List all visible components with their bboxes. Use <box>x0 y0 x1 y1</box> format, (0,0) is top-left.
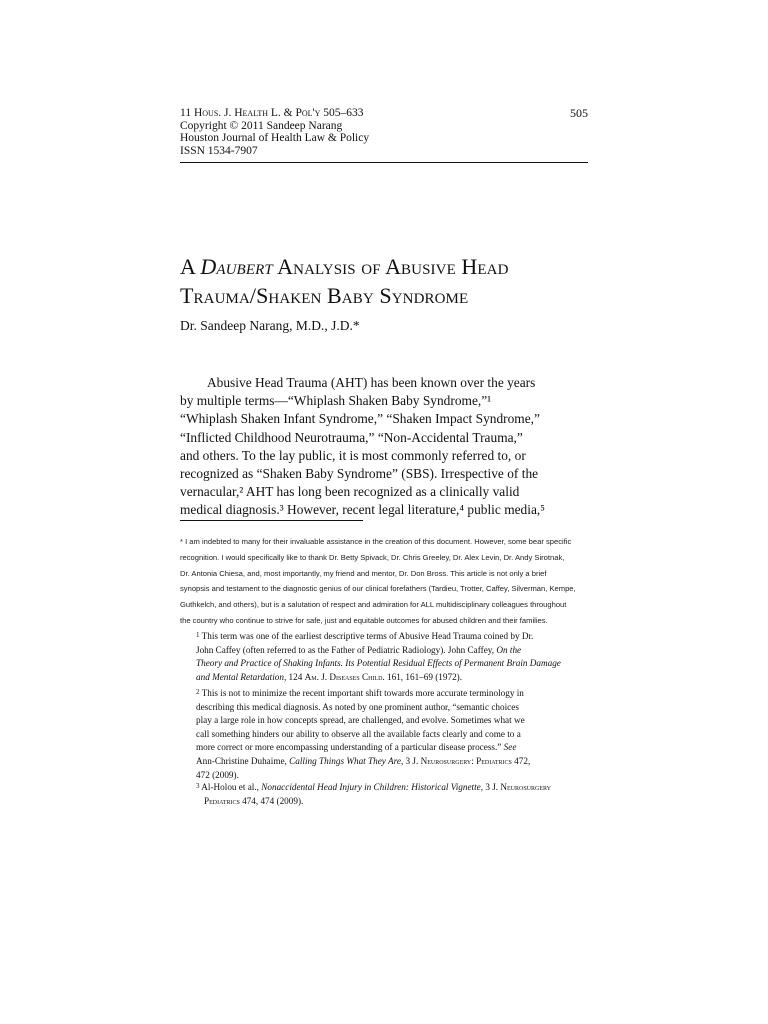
footnote-2-line <box>196 741 588 755</box>
title-line-2: Trauma/Shaken Baby Syndrome <box>180 283 469 308</box>
title-rest: Analysis of Abusive Head <box>272 254 509 279</box>
journal-abbreviation: Hous. J. Health L. & Pol'y <box>193 107 321 119</box>
issn-line: ISSN 1534-7907 <box>180 144 258 157</box>
footnote-1-text: This term was one of the earliest descriptive terms of Abusive Head Trauma coined by Dr. <box>199 631 534 641</box>
footnote-1-line <box>196 671 588 685</box>
body-line: Abusive Head Trauma (AHT) has been known over the years <box>207 375 536 390</box>
footnote-1 <box>196 629 588 684</box>
footnote-2-text: 472, <box>511 755 531 766</box>
body-line: and others. To the lay public, it is most commonly referred to, or <box>180 447 526 463</box>
footnote-2-italic: See <box>503 742 517 753</box>
footnote-acknowledgment-line: recognition. I would specifically like to thank Dr. Betty Spivack, Dr. Chris Greeley, Dr. Alex Levin, Dr. Andy Sirotnak, <box>180 552 565 562</box>
body-line: medical diagnosis.³ However, recent legal literature,⁴ public media,⁵ <box>180 502 545 518</box>
footnote-2-italic: Calling Things What They Are <box>289 755 401 766</box>
body-line: by multiple terms—“Whiplash Shaken Baby Syndrome,”¹ <box>180 393 492 409</box>
footnote-2-line <box>196 686 588 701</box>
footnote-1-line <box>196 629 588 644</box>
footnote-3-line <box>196 780 588 795</box>
body-paragraph <box>180 374 588 520</box>
footnote-3-journal: Pediatrics <box>204 795 240 806</box>
footnote-1-line <box>196 644 588 658</box>
footnote-3 <box>196 780 588 808</box>
footnote-1-text: 161, 161–69 (1972). <box>384 671 463 682</box>
body-line: “Inflicted Childhood Neurotrauma,” “Non-Accidental Trauma,” <box>180 429 523 445</box>
body-line: vernacular,² AHT has long been recognized as a clinically valid <box>180 484 520 500</box>
footnote-3-text: Al-Holou et al., <box>199 782 262 792</box>
footnote-2-line: describing this medical diagnosis. As noted by one prominent author, “semantic choices <box>196 701 519 712</box>
footnote-2-line: call something hinders our ability to observe all the available facts clearly and come to a <box>196 728 521 739</box>
footnote-3-number: 3 <box>196 782 200 790</box>
footnote-acknowledgment-line: the country who continue to strive for safe, just and equitable outcomes for abused children and their families. <box>180 615 548 625</box>
footnote-2-text: , 3 J. <box>400 755 421 766</box>
footnote-acknowledgment-line: Guthkelch, and others), but is a salutation of respect and admiration for ALL multidisciplinary colleagues throughout <box>180 600 567 610</box>
footnote-2-text: more correct or more encompassing understanding of a particular disease process.” <box>196 742 504 753</box>
footnote-1-italic: and Mental Retardation <box>196 671 284 682</box>
footnote-1-italic: Theory and Practice of Shaking Infants. Its Potential Residual Effects of Permanent Brain Damage <box>196 658 561 669</box>
body-line: recognized as “Shaken Baby Syndrome” (SBS). Irrespective of the <box>180 466 539 482</box>
footnote-3-text: , 3 J. <box>480 782 501 792</box>
article-title <box>180 252 600 310</box>
volume-number: 11 <box>180 107 194 119</box>
footnote-divider <box>180 520 363 521</box>
title-line-1 <box>180 252 600 281</box>
footnote-acknowledgment-line: synopsis and testament to the diagnostic genius of our clinical forefathers (Tardieu, Trotter, Caffey, Silverman, Kempe, <box>180 584 576 594</box>
body-line: “Whiplash Shaken Infant Syndrome,” “Shaken Impact Syndrome,” <box>180 411 540 427</box>
footnote-3-italic: Nonaccidental Head Injury in Children: Historical Vignette <box>261 782 481 792</box>
footnote-2-line: 472 (2009). <box>196 769 239 780</box>
title-italic-word: Daubert <box>200 254 273 279</box>
footnote-2-text: Ann-Christine Duhaime, <box>196 755 290 766</box>
footnote-2-line <box>196 755 588 769</box>
header-divider <box>180 162 588 163</box>
footnote-acknowledgment-line: * I am indebted to many for their invaluable assistance in the creation of this document. However, some bear specific <box>180 537 572 546</box>
footnote-2 <box>196 686 588 782</box>
footnote-2-number: 2 <box>196 688 200 696</box>
footnote-3-line <box>196 795 588 809</box>
footnote-1-text: John Caffey (often referred to as the Father of Pediatric Radiology). John Caffey, <box>196 644 497 655</box>
footnote-1-text: , 124 <box>283 671 305 682</box>
page-range: 505–633 <box>320 107 364 119</box>
citation-header <box>180 107 588 157</box>
footnote-2-line: play a large role in how concepts spread, are challenged, and evolve. Sometimes what we <box>196 715 525 726</box>
footnote-2-text: This is not to minimize the recent important shift towards more accurate terminology in <box>199 688 524 698</box>
author-byline: Dr. Sandeep Narang, M.D., J.D.* <box>180 318 360 333</box>
journal-name: Houston Journal of Health Law & Policy <box>180 132 370 144</box>
footnote-1-line <box>196 657 588 671</box>
copyright-line: Copyright © 2011 Sandeep Narang <box>180 119 343 132</box>
footnote-acknowledgment-line: Dr. Antonia Chiesa, and, most importantly, my friend and mentor, Dr. Don Bross. This article is not only a brief <box>180 568 547 578</box>
footnote-1-journal: Am. J. Diseases Child. <box>304 671 385 682</box>
footnote-3-text: 474, 474 (2009). <box>239 795 304 806</box>
footnote-1-number: 1 <box>196 631 200 639</box>
footnote-2-journal: Neurosurgery: Pediatrics <box>420 755 512 766</box>
footnote-acknowledgment <box>180 534 588 629</box>
page-number: 505 <box>570 106 588 120</box>
footnote-1-italic: On the <box>496 644 522 655</box>
footnote-3-journal: Neurosurgery <box>500 782 552 792</box>
citation-line <box>180 107 588 120</box>
title-prefix: A <box>180 254 201 279</box>
